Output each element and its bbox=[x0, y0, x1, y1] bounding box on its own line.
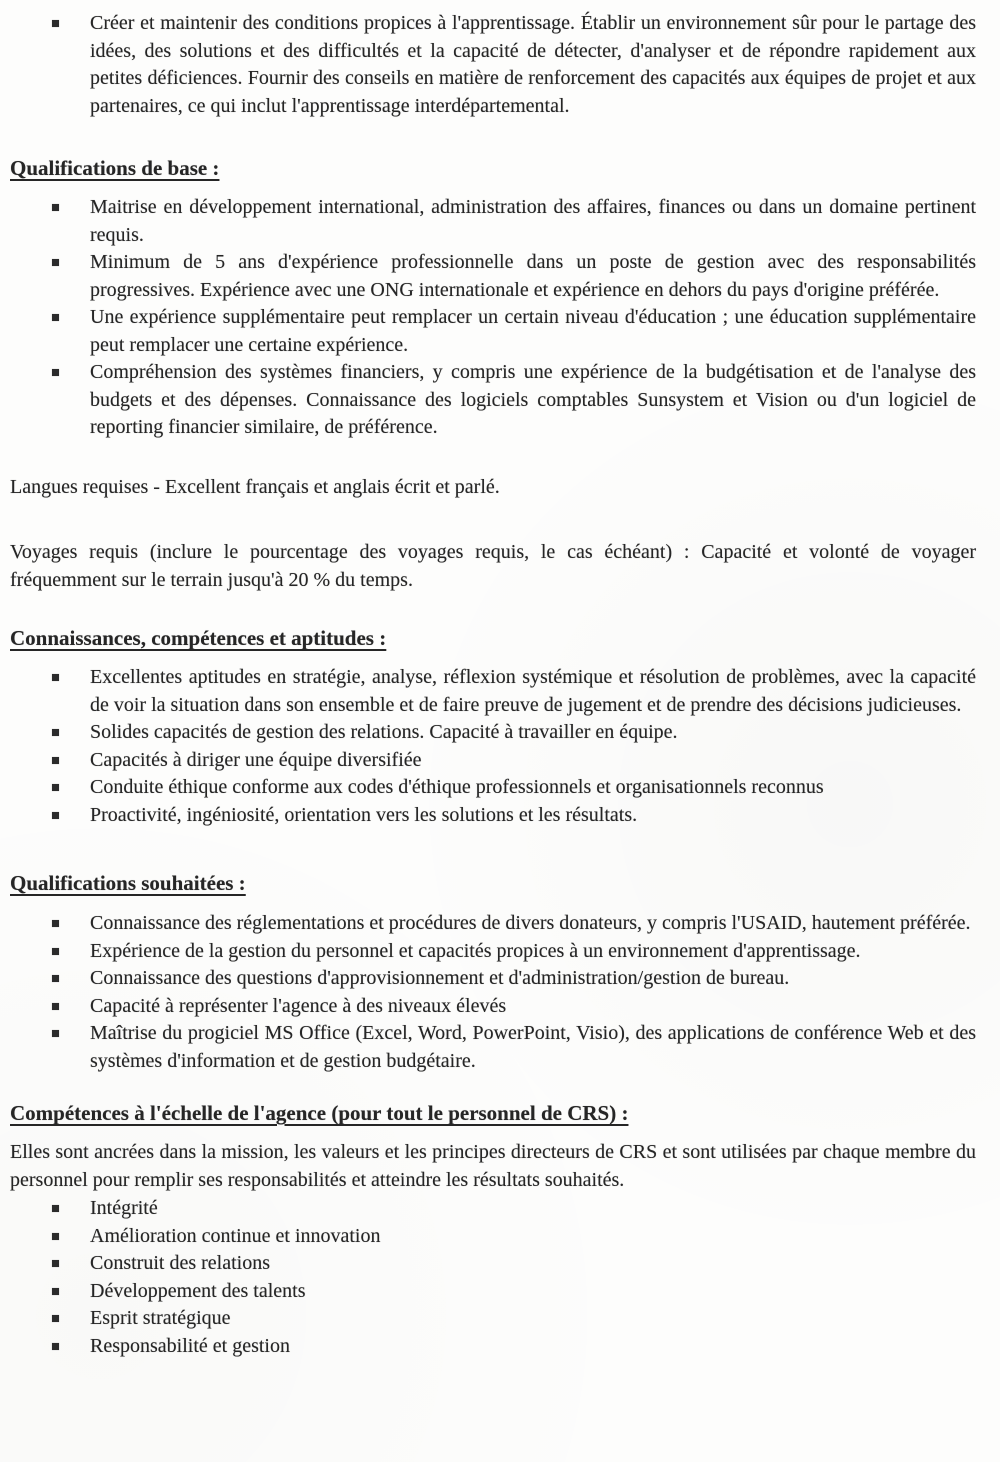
bullet-item bbox=[10, 1250, 976, 1278]
competences-agence-list bbox=[10, 1195, 976, 1360]
bullet-item-text: Proactivité, ingéniosité, orientation vers les solutions et les résultats. bbox=[90, 803, 638, 826]
bullet-item-text: Amélioration continue et innovation bbox=[90, 1224, 381, 1247]
bullet-square-icon bbox=[52, 1205, 59, 1212]
bullet-item bbox=[10, 1278, 976, 1306]
bullet-square-icon bbox=[52, 314, 59, 321]
section-heading-text: Connaissances, compétences et aptitudes : bbox=[10, 626, 387, 650]
intro-bullet-list bbox=[10, 10, 976, 120]
bullet-item bbox=[10, 747, 976, 775]
bullet-square-icon bbox=[52, 812, 59, 819]
bullet-item bbox=[10, 719, 976, 747]
bullet-item bbox=[10, 1020, 976, 1075]
bullet-item-text: Capacités à diriger une équipe diversifiée bbox=[90, 748, 422, 771]
bullet-square-icon bbox=[52, 948, 59, 955]
qualifications-souhaitees-list bbox=[10, 910, 976, 1075]
section-heading-text: Qualifications de base : bbox=[10, 156, 220, 180]
bullet-item-text: Conduite éthique conforme aux codes d'éthique professionnels et organisationnels reconnus bbox=[90, 776, 824, 798]
connaissances-list bbox=[10, 664, 976, 829]
bullet-square-icon bbox=[52, 1343, 59, 1350]
section-heading-competences-agence bbox=[10, 1099, 976, 1127]
competences-agence-intro: Elles sont ancrées dans la mission, les valeurs et les principes directeurs de CRS et sont utilisées par chaque membre du personnel pour remplir ses responsabilités et atteindre les résultats souhaités. bbox=[10, 1141, 976, 1191]
bullet-square-icon bbox=[52, 1003, 59, 1010]
bullet-item-text: Capacité à représenter l'agence à des niveaux élevés bbox=[90, 994, 507, 1017]
bullet-square-icon bbox=[52, 1030, 59, 1037]
voyages-paragraph: Voyages requis (inclure le pourcentage des voyages requis, le cas échéant) : Capacité et volonté de voyager fréquemment sur le terrain jusqu'à 20 % du temps. bbox=[10, 541, 976, 591]
bullet-square-icon bbox=[52, 674, 59, 681]
bullet-item-text: Minimum de 5 ans d'expérience professionnelle dans un poste de gestion avec des responsabilités progressives. Expérience avec une ONG internationale et expérience en dehors du pays d'origine préférée. bbox=[90, 251, 976, 301]
bullet-item bbox=[10, 965, 976, 993]
bullet-item bbox=[10, 664, 976, 719]
bullet-square-icon bbox=[52, 920, 59, 927]
bullet-item-text: Maitrise en développement international, administration des affaires, finances ou dans un domaine pertinent requis. bbox=[90, 196, 976, 246]
bullet-item bbox=[10, 10, 976, 120]
bullet-item-text: Esprit stratégique bbox=[90, 1307, 231, 1329]
bullet-item-text: Expérience de la gestion du personnel et capacités propices à un environnement d'apprentissage. bbox=[90, 939, 861, 962]
qualifications-base-list bbox=[10, 194, 976, 442]
section-heading-qualifications-souhaitees bbox=[10, 869, 976, 897]
section-heading-qualifications-base bbox=[10, 154, 976, 182]
bullet-square-icon bbox=[52, 757, 59, 764]
bullet-square-icon bbox=[52, 784, 59, 791]
bullet-item bbox=[10, 774, 976, 802]
bullet-item-text: Créer et maintenir des conditions propices à l'apprentissage. Établir un environnement sûr pour le partage des idées, des solutions et des difficultés et la capacité de détecter, d'analyser et de répondre rapidement aux petites déficiences. Fournir des conseils en matière de renforcement des capacités aux équipes de projet et aux partenaires, ce qui inclut l'apprentissage interdépartemental. bbox=[90, 12, 976, 117]
bullet-item-text: Développement des talents bbox=[90, 1279, 306, 1302]
section-heading-text: Compétences à l'échelle de l'agence (pour tout le personnel de CRS) : bbox=[10, 1101, 629, 1125]
bullet-item bbox=[10, 802, 976, 830]
section-heading-connaissances bbox=[10, 624, 976, 652]
bullet-item bbox=[10, 1305, 976, 1333]
bullet-square-icon bbox=[52, 1315, 59, 1322]
bullet-square-icon bbox=[52, 204, 59, 211]
bullet-item bbox=[10, 194, 976, 249]
bullet-item bbox=[10, 1333, 976, 1361]
langues-paragraph: Langues requises - Excellent français et anglais écrit et parlé. bbox=[10, 475, 500, 498]
bullet-item-text: Solides capacités de gestion des relations. Capacité à travailler en équipe. bbox=[90, 721, 678, 743]
bullet-item bbox=[10, 938, 976, 966]
bullet-item bbox=[10, 910, 976, 938]
bullet-item-text: Connaissance des réglementations et procédures de divers donateurs, y compris l'USAID, hautement préférée. bbox=[90, 912, 971, 934]
bullet-square-icon bbox=[52, 975, 59, 982]
bullet-item-text: Responsabilité et gestion bbox=[90, 1334, 290, 1357]
bullet-item bbox=[10, 359, 976, 442]
bullet-item bbox=[10, 1195, 976, 1223]
bullet-square-icon bbox=[52, 1233, 59, 1240]
bullet-square-icon bbox=[52, 1260, 59, 1267]
bullet-square-icon bbox=[52, 369, 59, 376]
bullet-item bbox=[10, 249, 976, 304]
bullet-square-icon bbox=[52, 1288, 59, 1295]
bullet-item bbox=[10, 1223, 976, 1251]
bullet-item-text: Connaissance des questions d'approvisionnement et d'administration/gestion de bureau. bbox=[90, 967, 790, 989]
bullet-item-text: Excellentes aptitudes en stratégie, analyse, réflexion systémique et résolution de problèmes, avec la capacité de voir la situation dans son ensemble et de faire preuve de jugement et de prendre des décisions judicieuses. bbox=[90, 666, 976, 716]
bullet-square-icon bbox=[52, 259, 59, 266]
bullet-item bbox=[10, 304, 976, 359]
bullet-item-text: Une expérience supplémentaire peut remplacer un certain niveau d'éducation ; une éducation supplémentaire peut remplacer une certaine expérience. bbox=[90, 306, 976, 356]
bullet-item-text: Compréhension des systèmes financiers, y compris une expérience de la budgétisation et de l'analyse des budgets et des dépenses. Connaissance des logiciels comptables Sunsystem et Vision ou d'un logiciel de reporting financier similaire, de préférence. bbox=[90, 361, 976, 438]
bullet-item-text: Maîtrise du progiciel MS Office (Excel, Word, PowerPoint, Visio), des applications de conférence Web et des systèmes d'information et de gestion budgétaire. bbox=[90, 1022, 976, 1072]
bullet-item-text: Construit des relations bbox=[90, 1252, 270, 1274]
bullet-item bbox=[10, 993, 976, 1021]
bullet-square-icon bbox=[52, 729, 59, 736]
section-heading-text: Qualifications souhaitées : bbox=[10, 871, 246, 895]
bullet-square-icon bbox=[52, 20, 59, 27]
bullet-item-text: Intégrité bbox=[90, 1197, 158, 1219]
